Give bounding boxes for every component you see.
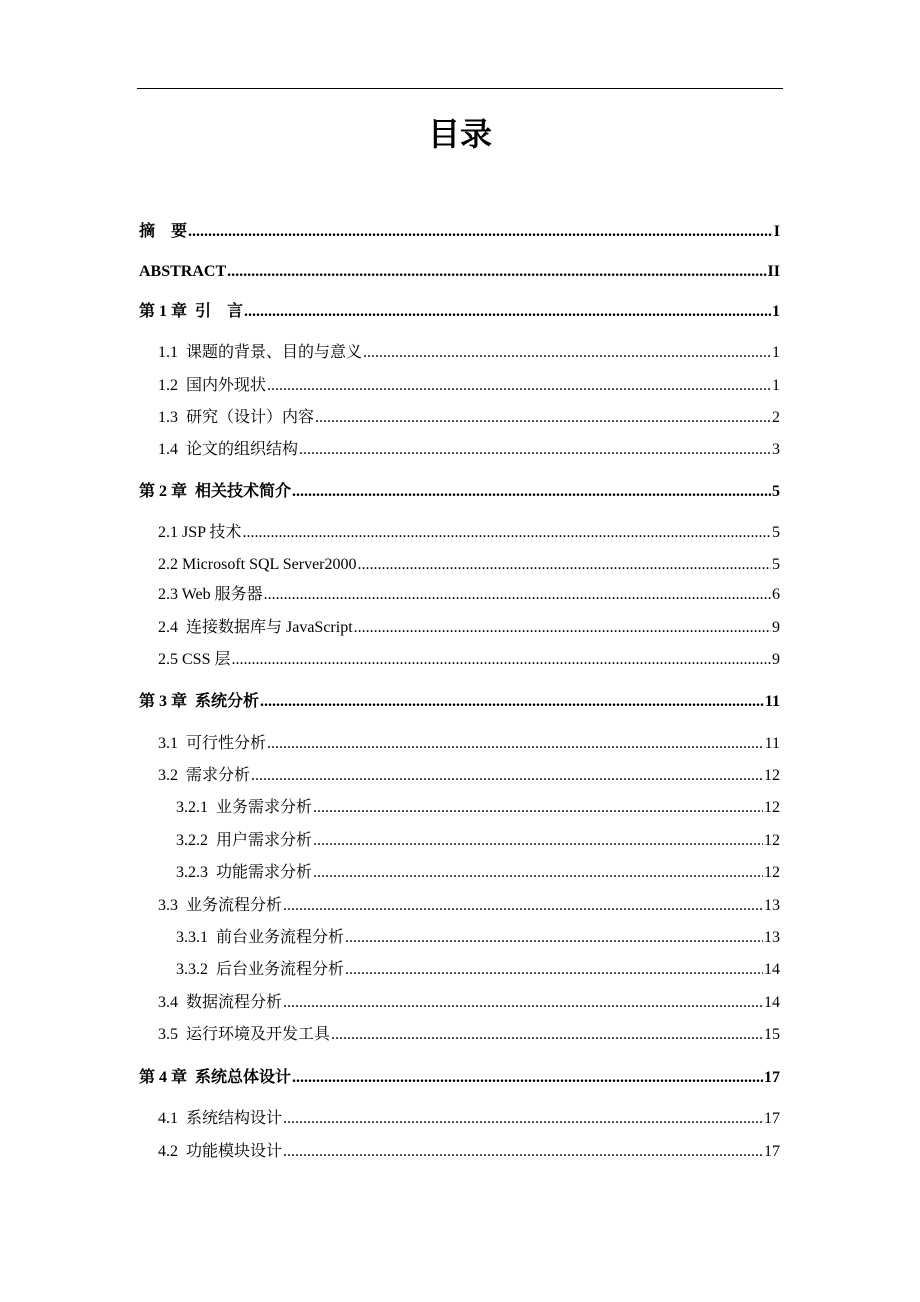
toc-entry-section-1-1[interactable] [158,343,780,363]
toc-entry-label: 第 3 章 系统分析 [139,693,260,710]
toc-entry-label: 2.4 连接数据库与 JavaScript [158,619,353,636]
toc-leader-dots [313,831,763,851]
toc-entry-section-4-1[interactable] [158,1109,780,1129]
toc-entry-section-3-3-1[interactable] [176,928,780,948]
toc-entry-label: 第 4 章 系统总体设计 [139,1069,292,1086]
toc-entry-chapter-2[interactable] [139,482,780,502]
toc-entry-chapter-4[interactable] [139,1068,780,1088]
toc-entry-section-2-4[interactable] [158,618,780,638]
toc-entry-page: 3 [772,441,780,458]
toc-entry-label: 1.3 研究（设计）内容 [158,409,315,426]
toc-entry-section-4-2[interactable] [158,1142,780,1162]
toc-entry-page: 17 [764,1143,780,1160]
toc-entry-label: 3.5 运行环境及开发工具 [158,1026,331,1043]
toc-entry-label: 2.2 Microsoft SQL Server2000 [158,556,357,573]
toc-entry-abstract-cn[interactable] [139,222,780,242]
toc-entry-label: 3.2 需求分析 [158,767,251,784]
toc-leader-dots [188,222,773,242]
toc-entry-page: I [773,223,780,240]
toc-entry-label: 2.3 Web 服务器 [158,586,263,603]
toc-entry-page: 12 [764,864,780,881]
toc-entry-page: 14 [764,994,780,1011]
toc-entry-page: 17 [764,1110,780,1127]
toc-entry-section-2-5[interactable] [158,650,780,670]
toc-entry-label: 3.3.2 后台业务流程分析 [176,961,345,978]
toc-leader-dots [283,1142,763,1162]
toc-leader-dots [260,692,764,712]
toc-entry-label: 3.2.1 业务需求分析 [176,799,313,816]
toc-leader-dots [267,734,764,754]
toc-entry-page: 12 [764,767,780,784]
toc-entry-label: 3.4 数据流程分析 [158,994,283,1011]
toc-entry-section-3-2-1[interactable] [176,798,780,818]
toc-leader-dots [315,408,771,428]
toc-entry-label: 3.2.3 功能需求分析 [176,864,313,881]
toc-entry-section-3-2[interactable] [158,766,780,786]
toc-entry-label: 4.2 功能模块设计 [158,1143,283,1160]
toc-leader-dots [267,376,771,396]
toc-entry-label: 1.1 课题的背景、目的与意义 [158,344,363,361]
toc-entry-label: 4.1 系统结构设计 [158,1110,283,1127]
toc-entry-page: 1 [772,377,780,394]
toc-leader-dots [227,262,766,282]
toc-entry-section-2-3[interactable] [158,585,780,605]
toc-entry-page: 17 [764,1069,780,1086]
toc-entry-label: 3.3.1 前台业务流程分析 [176,929,345,946]
toc-entry-label: 3.2.2 用户需求分析 [176,832,313,849]
toc-entry-label: 2.1 JSP 技术 [158,524,242,541]
toc-entry-page: 2 [772,409,780,426]
toc-leader-dots [358,555,772,575]
toc-entry-label: 1.4 论文的组织结构 [158,441,299,458]
toc-entry-page: 12 [764,799,780,816]
toc-entry-page: 9 [772,619,780,636]
toc-leader-dots [345,960,763,980]
toc-entry-page: 13 [764,929,780,946]
toc-entry-section-3-3[interactable] [158,896,780,916]
toc-entry-label: 第 1 章 引 言 [139,303,244,320]
toc-entry-chapter-3[interactable] [139,692,780,712]
toc-entry-section-3-5[interactable] [158,1025,780,1045]
toc-entry-section-3-4[interactable] [158,993,780,1013]
toc-entry-label: 3.1 可行性分析 [158,735,267,752]
toc-entry-section-3-2-2[interactable] [176,831,780,851]
toc-entry-page: 1 [772,344,780,361]
toc-entry-label: 摘 要 [139,223,188,240]
toc-leader-dots [283,896,763,916]
toc-leader-dots [264,585,771,605]
toc-entry-section-2-2[interactable] [158,555,780,575]
toc-entry-page: 13 [764,897,780,914]
toc-leader-dots [251,766,763,786]
toc-entry-abstract-en[interactable] [139,262,780,282]
toc-entry-section-1-4[interactable] [158,440,780,460]
toc-entry-page: 9 [772,651,780,668]
toc-entry-page: 14 [764,961,780,978]
toc-entry-page: 5 [772,556,780,573]
toc-entry-page: 11 [764,735,780,752]
toc-leader-dots [299,440,771,460]
toc-leader-dots [292,1068,763,1088]
toc-leader-dots [283,1109,763,1129]
toc-entry-chapter-1[interactable] [139,302,780,322]
toc-leader-dots [331,1025,763,1045]
toc-leader-dots [345,928,763,948]
toc-leader-dots [242,523,771,543]
header-rule [137,88,783,89]
toc-entry-page: 1 [772,303,780,320]
toc-entry-page: 6 [772,586,780,603]
toc-entry-page: 5 [772,483,780,500]
page-title: 目录 [427,115,492,153]
toc-entry-section-3-1[interactable] [158,734,780,754]
toc-entry-section-1-3[interactable] [158,408,780,428]
toc-entry-label: ABSTRACT [139,263,227,280]
toc-entry-section-1-2[interactable] [158,376,780,396]
toc-leader-dots [244,302,771,322]
toc-leader-dots [313,863,763,883]
toc-entry-label: 1.2 国内外现状 [158,377,267,394]
toc-entry-section-3-2-3[interactable] [176,863,780,883]
toc-entry-page: 11 [764,693,780,710]
toc-entry-page: 5 [772,524,780,541]
toc-entry-label: 3.3 业务流程分析 [158,897,283,914]
toc-leader-dots [292,482,771,502]
toc-leader-dots [363,343,771,363]
toc-entry-page: 12 [764,832,780,849]
toc-entry-page: II [767,263,780,280]
toc-entry-page: 15 [764,1026,780,1043]
toc-leader-dots [231,650,771,670]
toc-entry-section-3-3-2[interactable] [176,960,780,980]
toc-leader-dots [354,618,771,638]
toc-entry-section-2-1[interactable] [158,523,780,543]
toc-leader-dots [283,993,763,1013]
toc-entry-label: 第 2 章 相关技术简介 [139,483,292,500]
toc-leader-dots [313,798,763,818]
toc-entry-label: 2.5 CSS 层 [158,651,231,668]
